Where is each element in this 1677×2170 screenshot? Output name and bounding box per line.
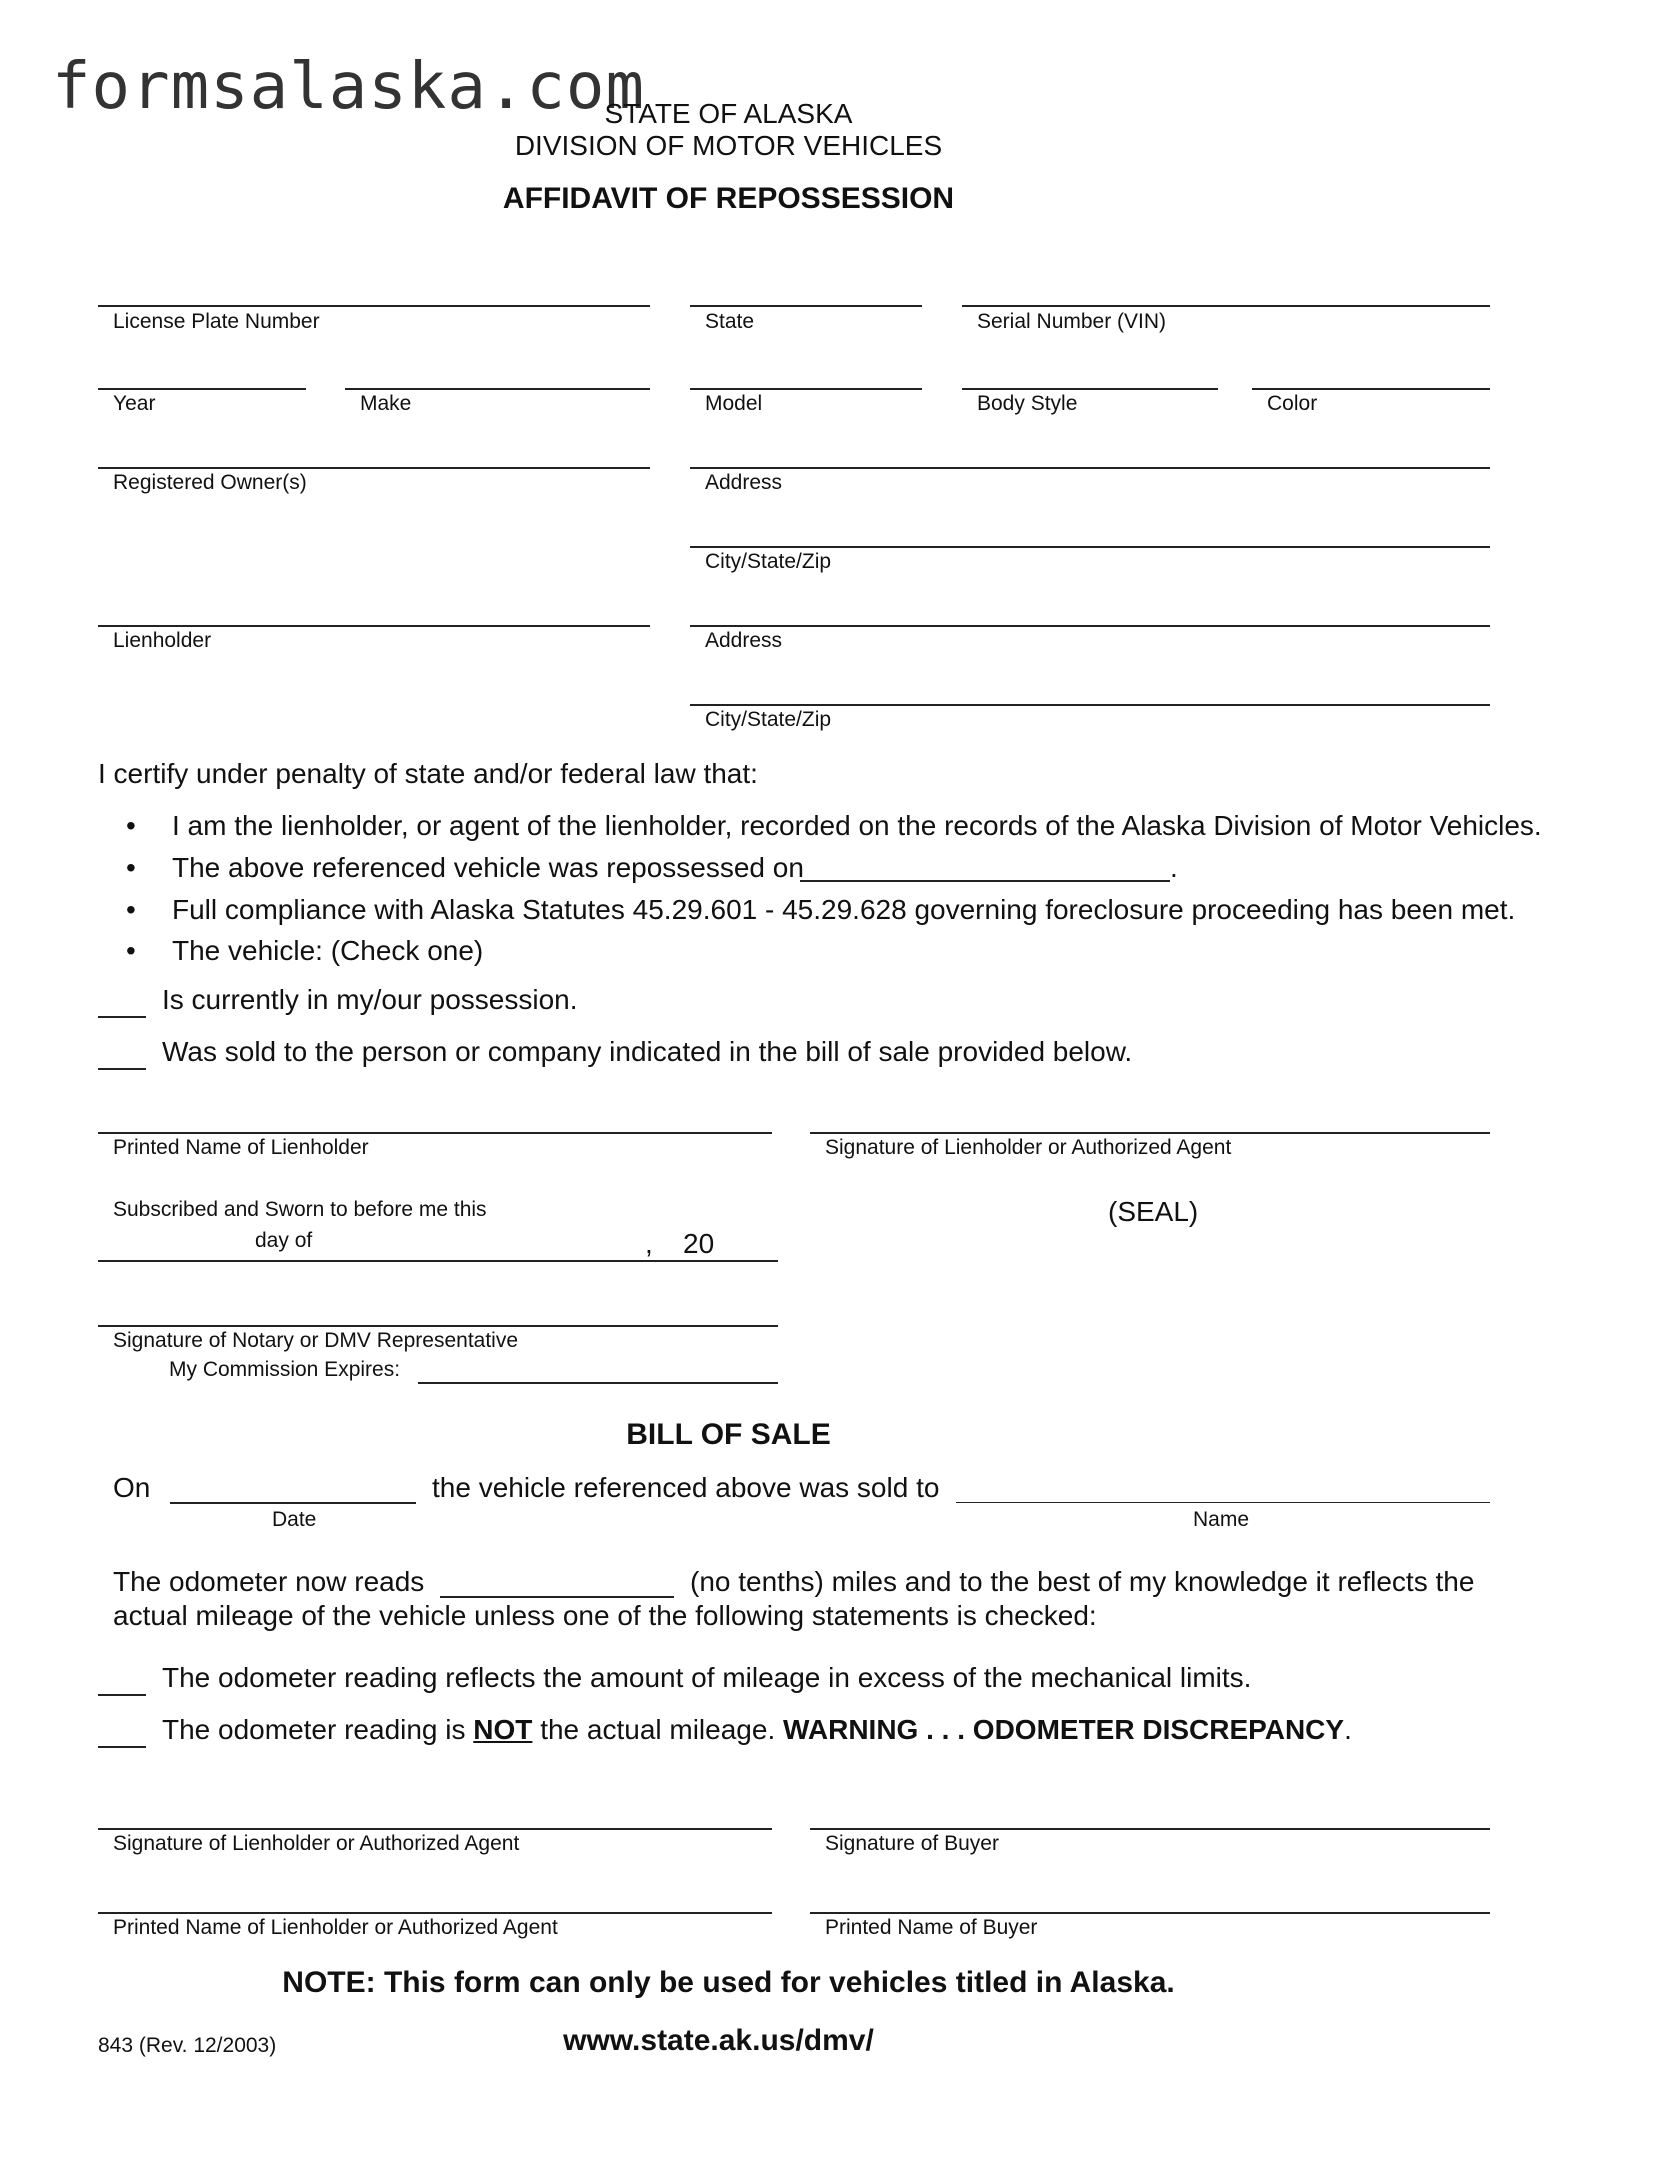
year-line[interactable]	[98, 388, 306, 390]
sale-date-line[interactable]	[170, 1502, 416, 1504]
year-label: Year	[113, 392, 156, 415]
certify-bullet-3: Full compliance with Alaska Statutes 45.29.601 - 45.29.628 governing foreclosure proceeding has been met.	[172, 894, 1516, 925]
signature-lienholder-label: Signature of Lienholder or Authorized Agent	[825, 1136, 1232, 1159]
lien-city-label: City/State/Zip	[705, 708, 832, 731]
sale-date-label: Date	[272, 1508, 317, 1531]
buyer-printed-label: Printed Name of Buyer	[825, 1916, 1038, 1939]
checkbox-sold[interactable]	[98, 1068, 146, 1070]
owner-city-label: City/State/Zip	[705, 550, 832, 573]
header-state: STATE OF ALASKA	[604, 98, 853, 129]
license-plate-line[interactable]	[98, 305, 650, 307]
license-plate-label: License Plate Number	[113, 310, 320, 333]
model-line[interactable]	[690, 388, 922, 390]
subscribed-label: Subscribed and Sworn to before me this	[113, 1198, 487, 1221]
certify-bullet-2: The above referenced vehicle was repossessed on	[172, 852, 804, 883]
sold-to-text: the vehicle referenced above was sold to	[432, 1472, 940, 1503]
day-of-label: day of	[255, 1229, 313, 1252]
state-line[interactable]	[690, 305, 922, 307]
certify-bullet-2-end: .	[1170, 852, 1178, 883]
footer-note: NOTE: This form can only be used for vehicles titled in Alaska.	[282, 1966, 1175, 1999]
vin-line[interactable]	[962, 305, 1490, 307]
lienholder-line[interactable]	[98, 625, 650, 627]
option-possession: Is currently in my/our possession.	[162, 984, 578, 1015]
make-line[interactable]	[345, 388, 650, 390]
lienholder-label: Lienholder	[113, 629, 212, 652]
option-not-actual	[162, 1714, 1352, 1746]
color-label: Color	[1267, 392, 1318, 415]
bos-lienholder-signature-label: Signature of Lienholder or Authorized Agent	[113, 1832, 520, 1855]
repossessed-date-line[interactable]	[800, 880, 1170, 882]
body-style-line[interactable]	[962, 388, 1218, 390]
state-label: State	[705, 310, 755, 333]
checkbox-mechanical-limits[interactable]	[98, 1694, 146, 1696]
option-not-emphasis: NOT	[473, 1714, 533, 1745]
odometer-text-1: The odometer now reads	[113, 1566, 425, 1597]
owner-address-line[interactable]	[690, 467, 1490, 469]
odometer-text-3: actual mileage of the vehicle unless one of the following statements is checked:	[113, 1600, 1097, 1631]
buyer-printed-line[interactable]	[810, 1912, 1490, 1914]
dmv-url-link[interactable]: www.state.ak.us/dmv/	[563, 2024, 874, 2057]
certify-bullet-1: I am the lienholder, or agent of the lienholder, recorded on the records of the Alaska Division of Motor Vehicles.	[172, 810, 1542, 841]
owner-line[interactable]	[98, 467, 650, 469]
sworn-date-line[interactable]	[98, 1260, 778, 1262]
form-title: AFFIDAVIT OF REPOSSESSION	[502, 182, 955, 215]
checkbox-not-actual[interactable]	[98, 1746, 146, 1748]
printed-name-lienholder-label: Printed Name of Lienholder	[113, 1136, 369, 1159]
bullet-icon: •	[126, 935, 136, 966]
option-mechanical-limits: The odometer reading reflects the amount of mileage in excess of the mechanical limits.	[162, 1662, 1252, 1693]
model-label: Model	[705, 392, 763, 415]
vin-label: Serial Number (VIN)	[977, 310, 1167, 333]
buyer-signature-line[interactable]	[810, 1828, 1490, 1830]
signature-lienholder-line[interactable]	[810, 1132, 1490, 1134]
lien-address-line[interactable]	[690, 625, 1490, 627]
checkbox-possession[interactable]	[98, 1016, 146, 1018]
notary-signature-label: Signature of Notary or DMV Representative	[113, 1329, 519, 1352]
odometer-text-2: (no tenths) miles and to the best of my knowledge it reflects the	[690, 1566, 1475, 1597]
buyer-name-label: Name	[1193, 1508, 1250, 1531]
option-not-actual-a: The odometer reading is	[162, 1714, 466, 1745]
on-text: On	[113, 1472, 151, 1503]
odometer-reading-line[interactable]	[440, 1596, 674, 1598]
header-division: DIVISION OF MOTOR VEHICLES	[514, 130, 943, 161]
comma-text: ,	[645, 1228, 653, 1259]
owner-city-line[interactable]	[690, 546, 1490, 548]
certify-bullet-4: The vehicle: (Check one)	[172, 935, 484, 966]
certify-intro: I certify under penalty of state and/or federal law that:	[98, 758, 758, 789]
owner-address-label: Address	[705, 471, 783, 494]
bullet-icon: •	[126, 852, 136, 883]
color-line[interactable]	[1252, 388, 1490, 390]
lien-address-label: Address	[705, 629, 783, 652]
printed-name-lienholder-line[interactable]	[98, 1132, 772, 1134]
bos-lienholder-printed-label: Printed Name of Lienholder or Authorized Agent	[113, 1916, 558, 1939]
commission-expires-label: My Commission Expires:	[169, 1358, 401, 1381]
odometer-warning: WARNING . . . ODOMETER DISCREPANCY	[783, 1714, 1345, 1745]
bill-of-sale-title: BILL OF SALE	[626, 1418, 831, 1451]
make-label: Make	[360, 392, 412, 415]
buyer-signature-label: Signature of Buyer	[825, 1832, 999, 1855]
notary-signature-line[interactable]	[98, 1325, 778, 1327]
watermark-text: formsalaska.com	[52, 50, 645, 124]
commission-expires-line[interactable]	[418, 1382, 778, 1384]
body-style-label: Body Style	[977, 392, 1078, 415]
lien-city-line[interactable]	[690, 704, 1490, 706]
bullet-icon: •	[126, 810, 136, 841]
buyer-name-line[interactable]	[956, 1502, 1490, 1503]
option-sold: Was sold to the person or company indicated in the bill of sale provided below.	[162, 1036, 1133, 1067]
owner-label: Registered Owner(s)	[113, 471, 307, 494]
option-not-actual-b: the actual mileage.	[540, 1714, 776, 1745]
option-not-actual-end: .	[1344, 1714, 1352, 1745]
form-number: 843 (Rev. 12/2003)	[98, 2034, 277, 2057]
bos-lienholder-signature-line[interactable]	[98, 1828, 772, 1830]
bullet-icon: •	[126, 894, 136, 925]
year-prefix-text: 20	[683, 1228, 715, 1259]
bos-lienholder-printed-line[interactable]	[98, 1912, 772, 1914]
seal-text: (SEAL)	[1108, 1196, 1199, 1227]
